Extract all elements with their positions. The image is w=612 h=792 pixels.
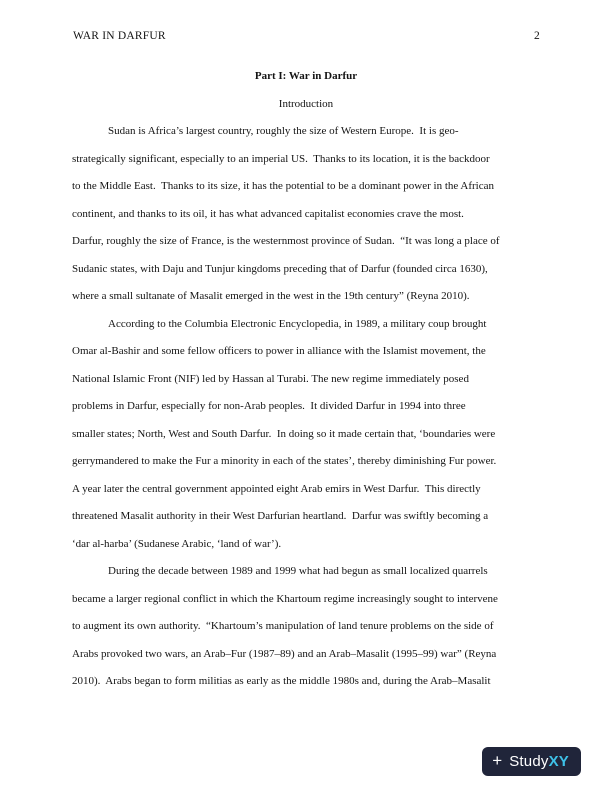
text-line: strategically significant, especially to an imperial US. Thanks to its location, it is the backdoor xyxy=(72,152,490,165)
text-line: to augment its own authority. “Khartoum’s manipulation of land tenure problems on the side of xyxy=(72,620,494,632)
paragraph xyxy=(72,558,540,696)
text-line: where a small sultanate of Masalit emerged in the west in the 19th century” (Reyna 2010). xyxy=(72,290,470,302)
page-header xyxy=(73,30,540,42)
text-line: Arabs provoked two wars, an Arab–Fur (1987–89) and an Arab–Masalit (1995–99) war” (Reyna xyxy=(72,647,497,660)
text-line: problems in Darfur, especially for non-Arab peoples. It divided Darfur in 1994 into three xyxy=(72,400,466,412)
text-line: A year later the central government appointed eight Arab emirs in West Darfur. This directly xyxy=(72,482,481,495)
document-body-container xyxy=(72,63,540,696)
text-line: According to the Columbia Electronic Encyclopedia, in 1989, a military coup brought xyxy=(108,317,487,330)
text-line: smaller states; North, West and South Darfur. In doing so it made certain that, ‘boundaries were xyxy=(72,427,496,440)
brand-prefix: Study xyxy=(509,753,549,770)
brand-wordmark xyxy=(509,753,569,770)
text-line: Darfur, roughly the size of France, is the westernmost province of Sudan. “It was long a place of xyxy=(72,235,500,247)
studyxy-logo-badge xyxy=(482,747,581,776)
text-line: became a larger regional conflict in which the Khartoum regime increasingly sought to intervene xyxy=(72,592,498,605)
paragraph xyxy=(72,118,540,311)
brand-suffix: XY xyxy=(548,753,569,770)
text-line: threatened Masalit authority in their West Darfurian heartland. Darfur was swiftly becoming a xyxy=(72,510,489,522)
text-line: Sudan is Africa’s largest country, roughly the size of Western Europe. It is geo- xyxy=(108,125,459,137)
running-head: WAR IN DARFUR xyxy=(73,30,166,42)
plus-icon: + xyxy=(492,751,503,770)
paragraph xyxy=(72,311,540,559)
text-line: National Islamic Front (NIF) led by Hassan al Turabi. The new regime immediately posed xyxy=(72,372,469,385)
section-title: Introduction xyxy=(278,97,334,110)
part-title: Part I: War in Darfur xyxy=(254,70,358,82)
text-line: gerrymandered to make the Fur a minority in each of the states’, thereby diminishing Fur power. xyxy=(72,455,497,467)
page-number: 2 xyxy=(534,30,540,42)
text-line: Omar al-Bashir and some fellow officers to power in alliance with the Islamist movement, the xyxy=(72,345,486,357)
text-line: During the decade between 1989 and 1999 what had begun as small localized quarrels xyxy=(108,565,488,577)
text-line: ‘dar al-harba’ (Sudanese Arabic, ‘land of war’). xyxy=(72,537,282,550)
document-body xyxy=(72,118,540,696)
text-line: Sudanic states, with Daju and Tunjur kingdoms preceding that of Darfur (founded circa 1630), xyxy=(72,262,488,275)
text-line: to the Middle East. Thanks to its size, it has the potential to be a dominant power in the African xyxy=(72,180,494,192)
text-line: continent, and thanks to its oil, it has what advanced capitalist economies crave the most. xyxy=(72,207,464,220)
text-line: 2010). Arabs began to form militias as early as the middle 1980s and, during the Arab–Masalit xyxy=(72,675,491,687)
